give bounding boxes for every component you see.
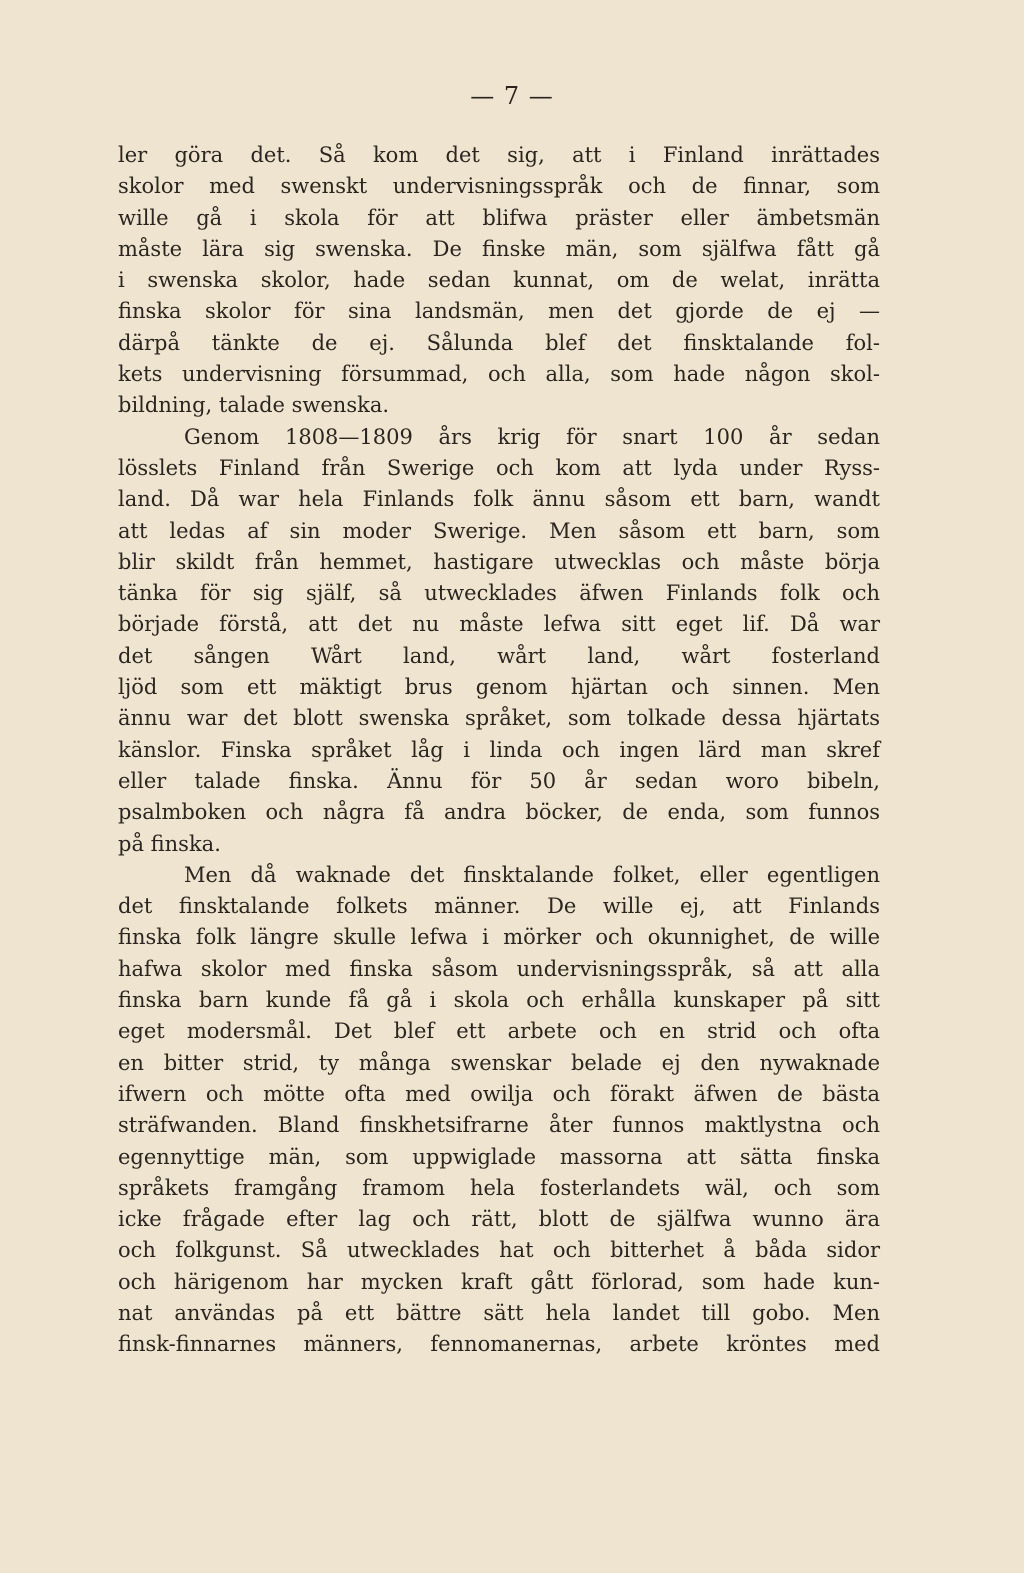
text-line: finsk-finnarnes männers, fennomanernas, arbete kröntes med [118, 1332, 880, 1357]
text-line: och folkgunst. Så utwecklades hat och bitterhet å båda sidor [118, 1238, 880, 1263]
text-line: psalmboken och några få andra böcker, de enda, som funnos [118, 800, 880, 825]
text-line: på finska. [118, 831, 221, 856]
text-line: ler göra det. Så kom det sig, att i Finland inrättades [118, 143, 880, 167]
text-line: land. Då war hela Finlands folk ännu såsom ett barn, wandt [118, 487, 880, 512]
text-line: ännu war det blott swenska språket, som tolkade dessa hjärtats [118, 706, 880, 731]
text-line: eget modersmål. Det blef ett arbete och en strid och ofta [118, 1019, 880, 1044]
text-line: tänka för sig själf, så utwecklades äfwen Finlands folk och [118, 581, 880, 606]
page-number: — 7 — [470, 82, 554, 110]
text-line: bildning, talade swenska. [118, 393, 390, 418]
text-line: eller talade finska. Ännu för 50 år sedan woro bibeln, [118, 768, 880, 793]
text-line: språkets framgång framom hela fosterlandets wäl, och som [118, 1175, 880, 1200]
text-line: det sången Wårt land, wårt land, wårt fosterland [118, 643, 880, 668]
text-line: ljöd som ett mäktigt brus genom hjärtan och sinnen. Men [118, 675, 880, 700]
text-line: icke frågade efter lag och rätt, blott de själfwa wunno ära [118, 1207, 880, 1232]
text-line: det finsktalande folkets männer. De wille ej, att Finlands [118, 894, 880, 919]
text-line: sträfwanden. Bland finskhetsifrarne åter funnos maktlystna och [118, 1113, 880, 1138]
body-text [118, 140, 880, 1361]
text-line: ifwern och mötte ofta med owilja och förakt äfwen de bästa [118, 1081, 880, 1106]
text-line: wille gå i skola för att blifwa präster eller ämbetsmän [118, 205, 880, 230]
text-line: lösslets Finland från Swerige och kom att lyda under Ryss- [118, 455, 880, 480]
text-line: började förstå, att det nu måste lefwa sitt eget lif. Då war [118, 612, 880, 637]
text-line: och härigenom har mycken kraft gått förlorad, som hade kun- [118, 1269, 880, 1294]
text-line: en bitter strid, ty många swenskar belade ej den nywaknade [118, 1050, 880, 1075]
text-line: finska skolor för sina landsmän, men det gjorde de ej — [118, 299, 880, 324]
text-line: Genom 1808—1809 års krig för snart 100 år sedan [184, 424, 880, 449]
text-line: hafwa skolor med finska såsom undervisningsspråk, så att alla [118, 956, 880, 981]
text-line: att ledas af sin moder Swerige. Men såsom ett barn, som [118, 518, 880, 543]
text-line: kets undervisning försummad, och alla, som hade någon skol- [118, 362, 880, 387]
text-line: måste lära sig swenska. De finske män, som själfwa fått gå [118, 236, 880, 261]
text-line: skolor med swenskt undervisningsspråk och de finnar, som [118, 174, 880, 199]
text-line: finska folk längre skulle lefwa i mörker och okunnighet, de wille [118, 925, 880, 950]
text-line: känslor. Finska språket låg i linda och ingen lärd man skref [118, 737, 880, 762]
text-line: Men då waknade det finsktalande folket, eller egentligen [184, 862, 880, 887]
text-line: därpå tänkte de ej. Sålunda blef det finsktalande fol- [118, 330, 880, 355]
text-line: finska barn kunde få gå i skola och erhålla kunskaper på sitt [118, 988, 880, 1013]
text-line: i swenska skolor, hade sedan kunnat, om de welat, inrätta [118, 268, 880, 293]
text-line: egennyttige män, som uppwiglade massorna att sätta finska [118, 1144, 880, 1169]
text-line: blir skildt från hemmet, hastigare utwecklas och måste börja [118, 549, 880, 574]
text-line: nat användas på ett bättre sätt hela landet till gobo. Men [118, 1300, 880, 1325]
